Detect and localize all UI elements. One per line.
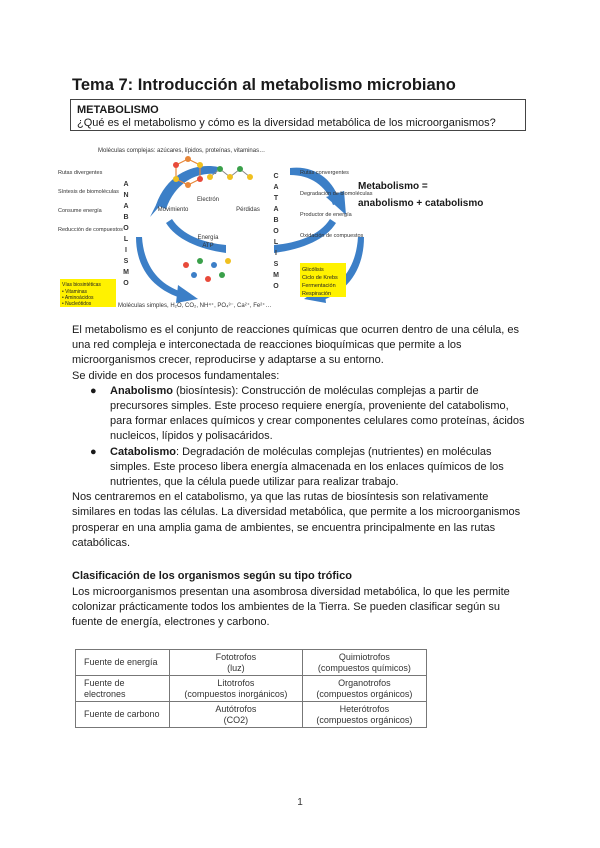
small-atom [191, 272, 197, 278]
b2-line: nutrientes, que la célula puede utilizar para realizar trabajo. [110, 476, 399, 489]
b1-line: nucleicos, lípidos y polisacáridos. [110, 430, 273, 443]
trophic-table [75, 649, 427, 728]
b2-line: simples. Este proceso libera energía almacenada en los enlaces químicos de los [110, 460, 504, 473]
table-cell [170, 676, 303, 702]
p2-line: prosperar en una amplia gama de ambientes, se encuentra principalmente en las rutas [72, 521, 496, 534]
left-note-0: Rutas divergentes [58, 170, 103, 176]
cell-line: Autótrofos [215, 704, 257, 714]
list-item-anabolismo [72, 384, 525, 445]
cv-5: O [273, 228, 279, 235]
p2-line: catabólicas. [72, 536, 131, 549]
table-row [76, 676, 427, 702]
chain-atom [227, 174, 233, 180]
ring-atom [173, 176, 179, 182]
small-atom [225, 258, 231, 264]
av-0: A [123, 181, 129, 188]
anabolismo-term: Anabolismo [110, 384, 173, 397]
table-row [76, 650, 427, 676]
av-7: S [123, 258, 129, 265]
chain-atom [217, 166, 223, 172]
av-1: N [123, 192, 129, 199]
table-cell [302, 650, 426, 676]
arrow-bottom-left-head [176, 285, 198, 303]
right-note-2: Productor de energía [300, 212, 352, 218]
center-left-label: Movimiento [157, 207, 189, 213]
ry-1: Ciclo de Krebs [302, 275, 338, 281]
ring-atom [185, 156, 191, 162]
anabolismo-def: (biosíntesis): Construcción de moléculas complejas a partir de [172, 384, 479, 397]
av-9: O [123, 280, 129, 287]
cv-7: I [275, 250, 277, 257]
box-heading: METABOLISMO [77, 104, 159, 116]
small-atom [197, 258, 203, 264]
center-top-label: Electrón [196, 197, 220, 203]
av-4: O [123, 225, 129, 232]
p2-line: Nos centraremos en el catabolismo, ya que las rutas de biosíntesis son relativamente [72, 491, 489, 504]
atp-label: ATP [202, 243, 214, 249]
av-3: B [123, 214, 129, 221]
section-heading: Clasificación de los organismos según su tipo trófico [72, 570, 352, 582]
ring-atom [197, 176, 203, 182]
table-cell [302, 676, 426, 702]
ly-3: • Nucleótidos [62, 301, 92, 307]
cell-line: (luz) [227, 662, 245, 673]
av-6: I [125, 247, 127, 254]
cv-10: O [273, 283, 279, 290]
p2-line: similares en todas las células. La diversidad metabólica, que permite a los microorganismos [72, 506, 521, 519]
small-atom [219, 272, 225, 278]
cell-line: Litotrofos [217, 678, 255, 688]
cell-line: (CO2) [223, 714, 249, 725]
metabolism-box [70, 99, 526, 131]
ry-0: Glicólisis [302, 267, 324, 273]
table-row [76, 702, 427, 728]
ry-3: Respiración [302, 291, 332, 297]
ly-1: • Vitaminas [62, 289, 88, 295]
cell-line: Quimiotrofos [338, 652, 390, 662]
right-note-3: Oxidación de compuestos [300, 233, 364, 239]
page-title: Tema 7: Introducción al metabolismo microbiano [72, 76, 456, 94]
av-8: M [123, 269, 129, 276]
metabolism-diagram [58, 141, 508, 311]
anabolismo-vertical [123, 181, 129, 287]
cell-line: (compuestos orgánicos) [316, 688, 413, 699]
p1-line: microorganismos crecer, reproducirse y adaptarse a su entorno. [72, 354, 384, 367]
summary-line-2: anabolismo + catabolismo [358, 198, 484, 209]
p1-line: una red compleja e interconectada de reacciones bioquímicas que permite a los [72, 339, 462, 352]
cv-4: B [273, 217, 279, 224]
bullet-dot: ● [90, 384, 97, 397]
p1-line: El metabolismo es el conjunto de reacciones químicas que ocurren dentro de una célula, es [72, 324, 519, 336]
catabolismo-term: Catabolismo [110, 445, 177, 458]
left-note-3: Reducción de compuestos [58, 227, 123, 233]
right-note-0: Rutas convergentes [300, 170, 349, 176]
left-note-1: Síntesis de biomoléculas [58, 189, 119, 195]
row-head: Fuente de carbono [76, 702, 170, 728]
intro-paragraph [72, 323, 525, 551]
ly-0: Vías biosintéticas [62, 282, 101, 288]
cell-line: Heterótrofos [339, 704, 390, 714]
cell-line: Fototrofos [215, 652, 257, 662]
small-atom [211, 262, 217, 268]
cv-3: A [273, 206, 279, 213]
left-note-2: Consume energía [58, 208, 102, 214]
b1-line: para formar enlaces químicos y crear componentes celulares como proteínas, ácidos [110, 415, 525, 428]
left-notes [58, 170, 123, 233]
cell-line: (compuestos inorgánicos) [184, 688, 288, 699]
av-5: L [123, 236, 129, 243]
metabolism-summary [358, 181, 483, 209]
row-head: Fuente de electrones [76, 676, 170, 702]
chain-atom [207, 174, 213, 180]
list-item-catabolismo [72, 445, 525, 491]
catabolismo-vertical [273, 173, 279, 290]
ring-atom [185, 182, 191, 188]
b1-line: precursores simples. Este proceso requiere energía, proveniente del catabolismo, [110, 400, 509, 413]
section-line: fuente de energía, electrones y carbono. [72, 616, 270, 629]
ry-2: Fermentación [302, 283, 336, 289]
ring-atom [173, 162, 179, 168]
catabolismo-def: : Degradación de moléculas complejas (nutrientes) en moléculas [176, 445, 492, 458]
table-cell [302, 702, 426, 728]
diagram-bottom-label: Moléculas simples, H₂O, CO₂, NH⁴⁺, PO₄³⁻, Ca²⁺, Fe²⁺… [118, 303, 272, 309]
right-note-1: Degradación de biomoléculas [300, 191, 373, 197]
box-question: ¿Qué es el metabolismo y cómo es la diversidad metabólica de los microorganismos? [77, 117, 496, 129]
process-list [72, 384, 525, 490]
table-cell [170, 650, 303, 676]
bullet-dot: ● [90, 445, 97, 458]
small-atom [205, 276, 211, 282]
center-right-label: Pérdidas [236, 207, 260, 213]
summary-line-1: Metabolismo = [358, 181, 428, 192]
small-atom [183, 262, 189, 268]
ring-atom [197, 162, 203, 168]
section-line: colonizar prácticamente todos los ambientes de la Tierra. Se pueden clasificar según su [72, 601, 501, 614]
chain-atom [247, 174, 253, 180]
table-cell [170, 702, 303, 728]
ly-2: • Aminoácidos [62, 295, 94, 301]
cell-line: Organotrofos [338, 678, 391, 688]
section-line: Los microorganismos presentan una asombrosa diversidad metabólica, lo que les permite [72, 586, 510, 598]
cell-line: (compuestos químicos) [317, 662, 411, 673]
small-molecules [183, 258, 231, 282]
av-2: A [123, 203, 129, 210]
energy-label: Energía [197, 235, 219, 241]
section-paragraph [72, 585, 510, 631]
cv-9: M [273, 272, 279, 279]
p1-line: Se divide en dos procesos fundamentales: [72, 369, 280, 382]
chain-atom [237, 166, 243, 172]
cv-8: S [273, 261, 279, 268]
page-number: 1 [297, 797, 303, 808]
cv-2: T [273, 195, 279, 202]
cv-0: C [273, 173, 279, 180]
cell-line: (compuestos orgánicos) [316, 714, 413, 725]
diagram-top-label: Moléculas complejas: azúcares, lípidos, proteínas, vitaminas… [98, 148, 266, 154]
cv-6: L [273, 239, 279, 246]
cv-1: A [273, 184, 279, 191]
row-head: Fuente de energía [76, 650, 170, 676]
